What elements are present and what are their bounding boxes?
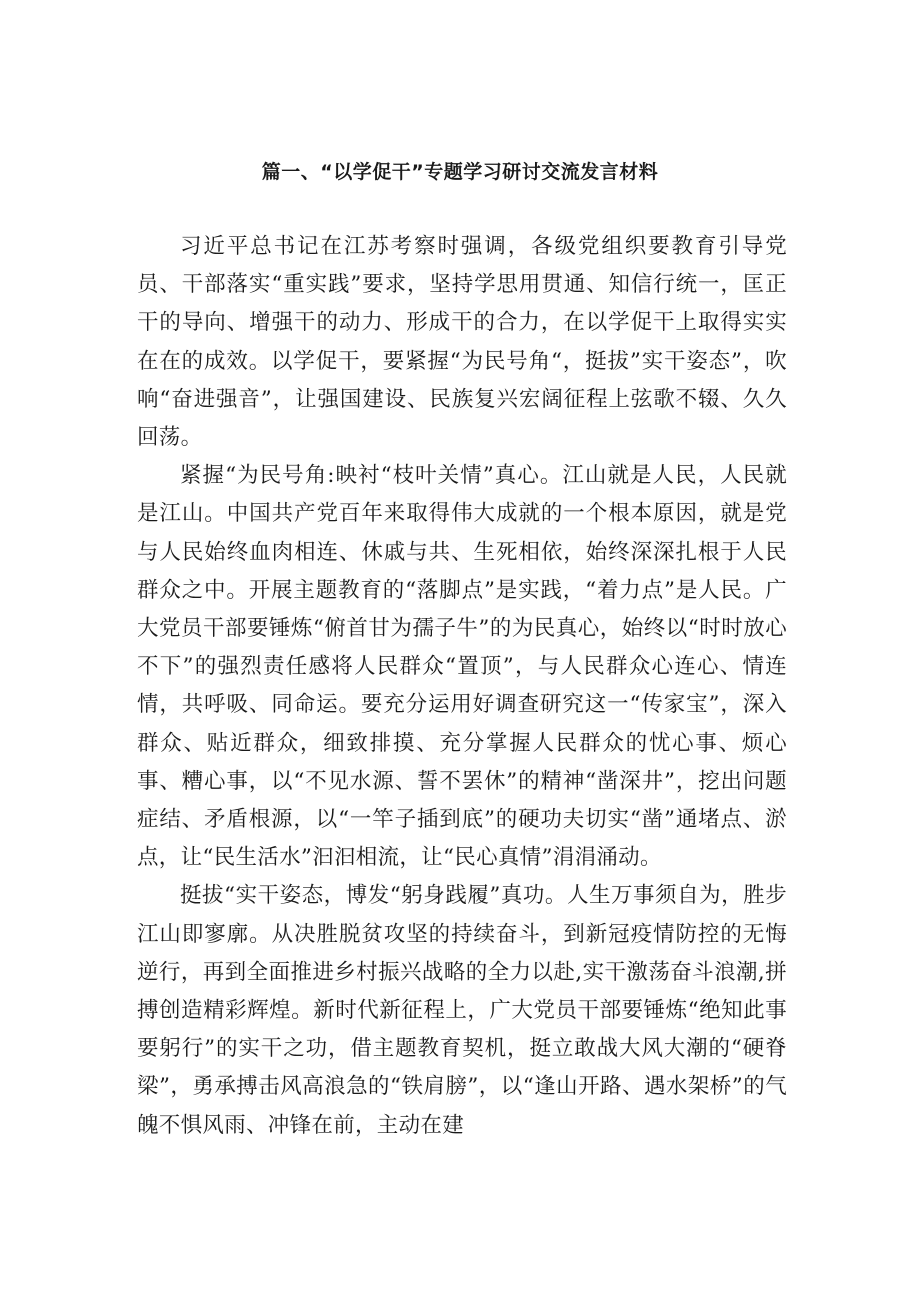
paragraph-intro: 习近平总书记在江苏考察时强调，各级党组织要教育引导党员、干部落实“重实践”要求，坚持学思用贯通、知信行统一，匡正干的导向、增强干的动力、形成干的合力，在以学促干上取得实实在在的成效。以学促干，要紧握“为民号角“，挺拔”实干姿态”，吹响“奋进强音”，让强国建设、民族复兴宏阔征程上弦歌不辍、久久回荡。 — [137, 234, 787, 451]
document-title: 篇一、“以学促干”专题学习研讨交流发言材料 — [261, 161, 659, 183]
document-body — [137, 228, 787, 1145]
paragraph-people-first: 紧握“为民号角:映衬“枝叶关情”真心。江山就是人民，人民就是江山。中国共产党百年来取得伟大成就的一个根本原因，就是党与人民始终血肉相连、休戚与共、生死相依，始终深深扎根于人民群众之中。开展主题教育的“落脚点”是实践，“着力点”是人民。广大党员干部要锤炼“俯首甘为孺子牛”的为民真心，始终以“时时放心不下”的强烈责任感将人民群众“置顶”，与人民群众心连心、情连情，共呼吸、同命运。要充分运用好调查研究这一“传家宝”，深入群众、贴近群众，细致排摸、充分掌握人民群众的忧心事、烦心事、糟心事，以“不见水源、誓不罢休”的精神“凿深井”，挖出问题症结、矛盾根源，以“一竿子插到底”的硬功夫切实“凿”通堵点、淤点，让“民生活水”汩汩相流，让“民心真情”涓涓涌动。 — [137, 463, 787, 871]
paragraph-practical-work: 挺拔“实干姿态，博发“躬身践履”真功。人生万事须自为，胜步江山即寥廓。从决胜脱贫攻坚的持续奋斗，到新冠疫情防控的无悔逆行，再到全面推进乡村振兴战略的全力以赴,实干激荡奋斗浪潮,拼搏创造精彩辉煌。新时代新征程上，广大党员干部要锤炼“绝知此事要躬行”的实干之功，借主题教育契机，挺立敢战大风大潮的“硬脊梁”，勇承搏击风高浪急的“铁肩膀”，以“逢山开路、遇水架桥”的气魄不惧风雨、冲锋在前，主动在建 — [137, 883, 787, 1138]
